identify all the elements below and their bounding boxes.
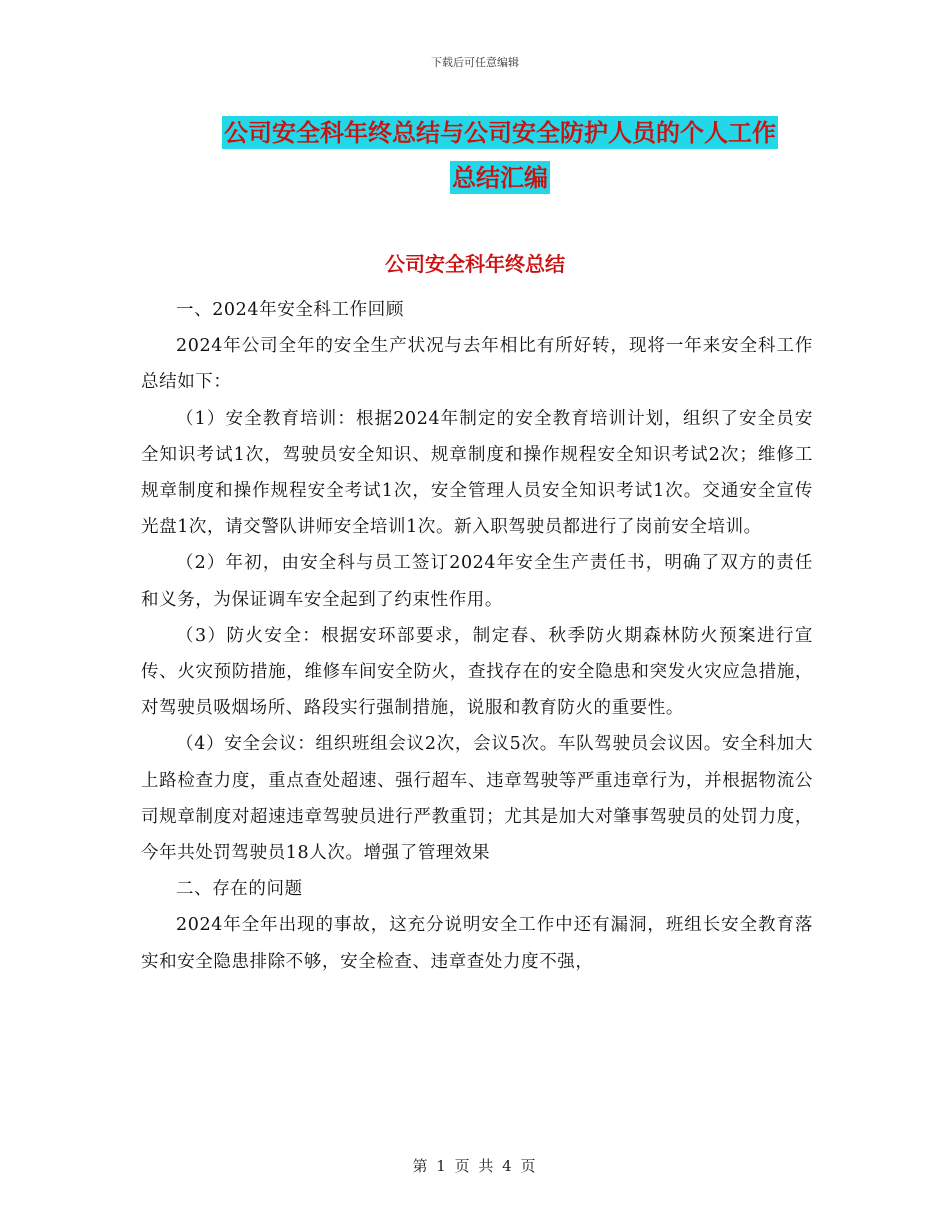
paragraph-intro: 2024年公司全年的安全生产状况与去年相比有所好转，现将一年来安全科工作总结如下： <box>141 336 813 393</box>
page-number: 第 1 页 共 4 页 <box>412 1157 538 1175</box>
title-line-2: 总结汇编 <box>452 163 548 192</box>
paragraph-fire-safety: （3）防火安全：根据安环部要求，制定春、秋季防火期森林防火预案进行宣传、火灾预防措施，维修车间安全防火，查找存在的安全隐患和突发火灾应急措施，对驾驶员吸烟场所、路段实行强制措施，说服和教育防火的重要性。 <box>141 625 813 719</box>
paragraph-meetings: （4）安全会议：组织班组会议2次，会议5次。车队驾驶员会议因。安全科加大上路检查力度，重点查处超速、强行超车、违章驾驶等严重违章行为，并根据物流公司规章制度对超速违章驾驶员进行严教重罚；尤其是加大对肇事驾驶员的处罚力度，今年共处罚驾驶员18人次。增强了管理效果 <box>141 734 813 864</box>
paragraph-responsibility: （2）年初，由安全科与员工签订2024年安全生产责任书，明确了双方的责任和义务，为保证调车安全起到了约束性作用。 <box>141 553 813 610</box>
paragraph-problems: 2024年全年出现的事故，这充分说明安全工作中还有漏洞，班组长安全教育落实和安全隐患排除不够，安全检查、违章查处力度不强， <box>141 915 813 972</box>
paragraph-heading-problems: 二、存在的问题 <box>176 879 303 900</box>
page-header-note: 下载后可任意编辑 <box>431 56 519 69</box>
document-body <box>141 292 813 980</box>
paragraph-heading-review: 一、2024年安全科工作回顾 <box>176 300 404 320</box>
section-title: 公司安全科年终总结 <box>385 252 565 276</box>
paragraph-training: （1）安全教育培训：根据2024年制定的安全教育培训计划，组织了安全员安全知识考试1次，驾驶员安全知识、规章制度和操作规程安全知识考试2次；维修工规章制度和操作规程安全考试1次，安全管理人员安全知识考试1次。交通安全宣传光盘1次，请交警队讲师安全培训1次。新入职驾驶员都进行了岗前安全培训。 <box>141 408 813 538</box>
document-title <box>150 110 850 200</box>
title-line-1: 公司安全科年终总结与公司安全防护人员的个人工作 <box>224 118 776 147</box>
